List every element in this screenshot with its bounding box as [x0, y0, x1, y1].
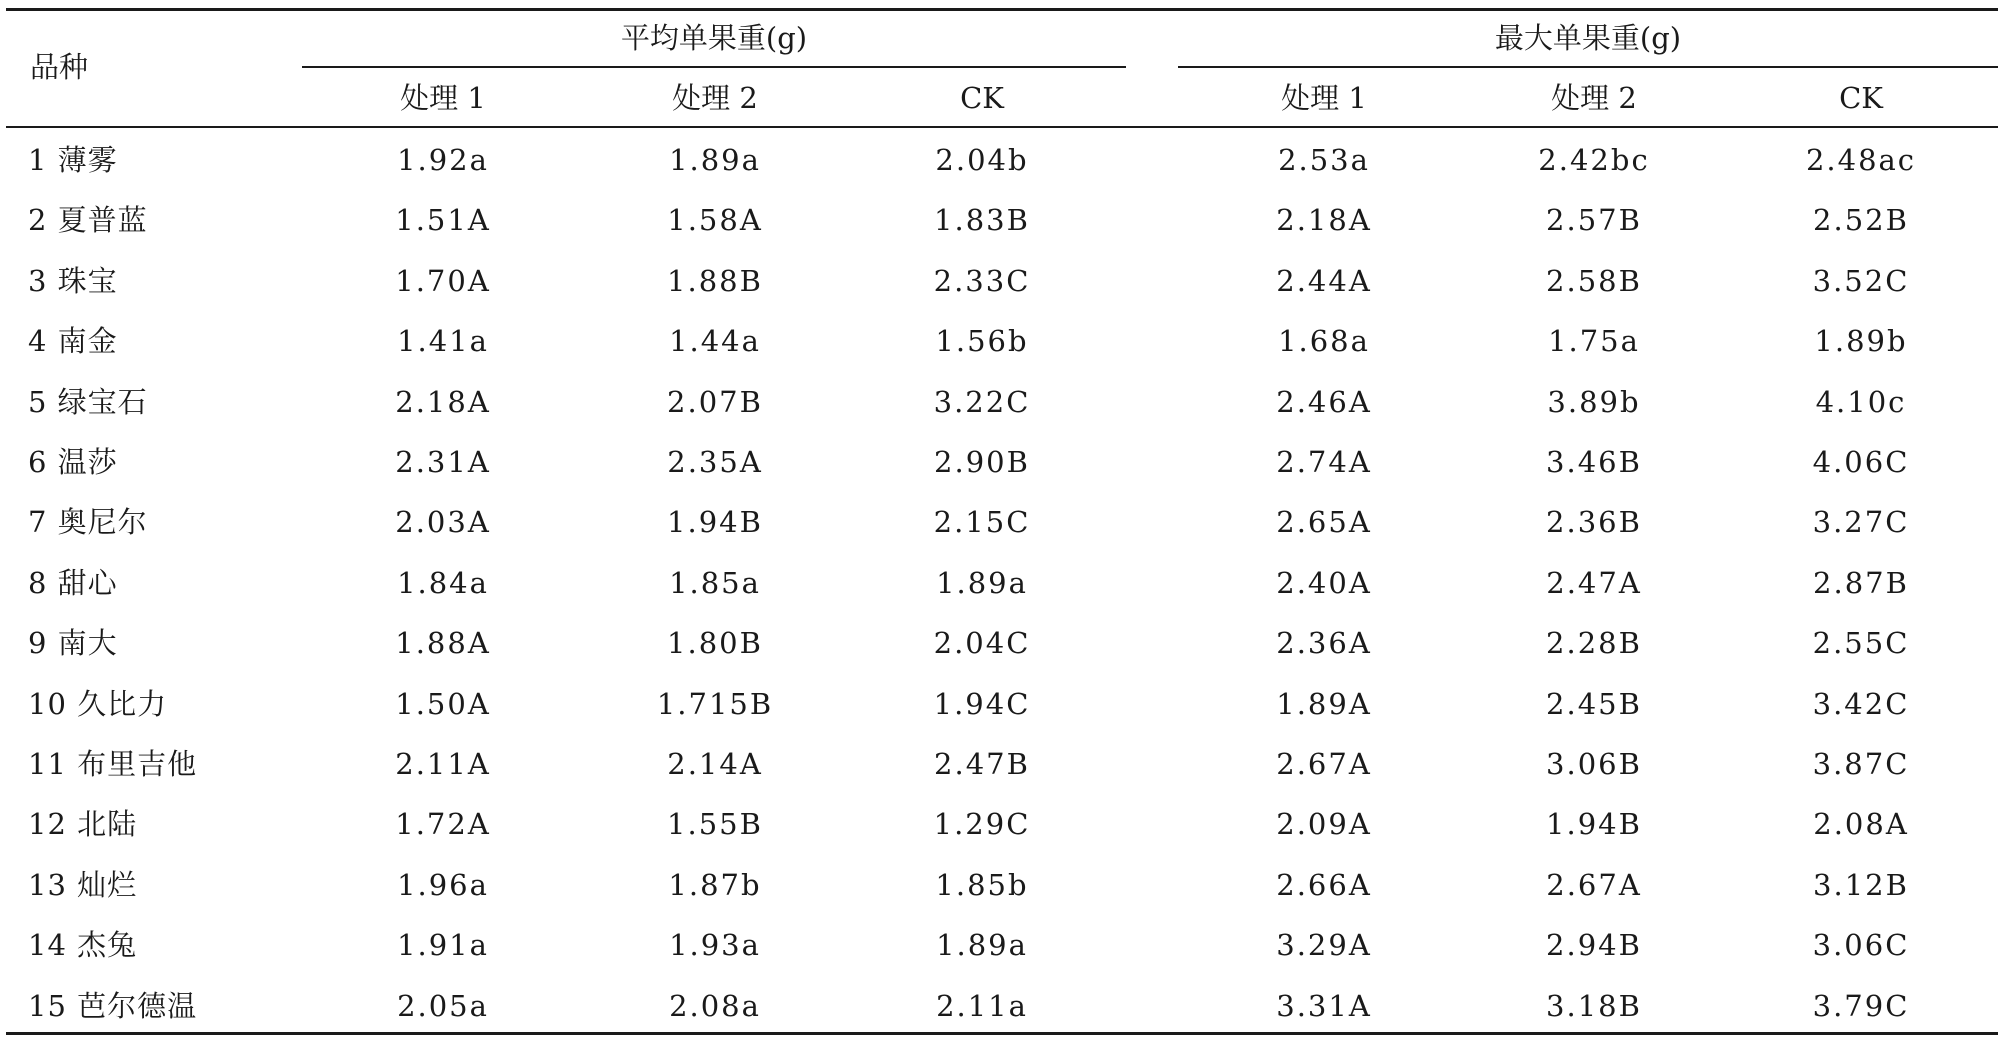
variety-name: 2 夏普蓝	[28, 203, 148, 238]
table-cell: 2.46A	[1276, 384, 1372, 419]
table-cell: 2.18A	[395, 384, 491, 419]
table-cell: 1.94B	[1546, 807, 1642, 842]
table-cell: 1.41a	[397, 324, 489, 359]
table-cell: 2.35A	[667, 445, 763, 479]
table-cell: 2.94B	[1546, 928, 1642, 963]
table-cell: 1.96a	[397, 867, 489, 902]
variety-name: 7 奥尼尔	[28, 505, 148, 540]
table-cell: 1.84a	[397, 565, 489, 600]
subheader-avg-treatment-2: 处理 2	[672, 81, 758, 115]
table-cell: 3.79C	[1812, 988, 1910, 1023]
table-row	[6, 251, 1998, 311]
table-cell: 3.89b	[1547, 384, 1641, 419]
table-cell: 3.29A	[1276, 928, 1372, 963]
table-top-rule	[6, 8, 1998, 11]
table-cell: 2.47B	[934, 747, 1030, 781]
table-cell: 2.05a	[397, 988, 489, 1023]
table-row	[6, 432, 1998, 492]
table-cell: 1.70A	[395, 263, 491, 298]
table-cell: 2.48ac	[1805, 143, 1917, 177]
variety-name: 1 薄雾	[28, 143, 118, 177]
table-cell: 1.88B	[667, 263, 763, 298]
table-cell: 2.42bc	[1538, 143, 1650, 177]
table-cell: 3.22C	[933, 384, 1031, 419]
table-cell: 2.04C	[933, 626, 1031, 661]
table-cell: 2.53a	[1278, 143, 1370, 177]
table-cell: 3.27C	[1812, 505, 1910, 540]
table-cell: 1.92a	[397, 143, 489, 177]
subheader-avg-treatment-1: 处理 1	[400, 81, 486, 115]
variety-name: 5 绿宝石	[28, 384, 148, 419]
table-row	[6, 553, 1998, 613]
table-cell: 1.68a	[1278, 324, 1370, 359]
variety-name: 15 芭尔德温	[28, 988, 198, 1023]
table-cell: 3.31A	[1276, 988, 1372, 1023]
table-cell: 1.85b	[935, 867, 1029, 902]
variety-name: 4 南金	[28, 324, 118, 359]
subheader-max-treatment-1: 处理 1	[1281, 81, 1367, 115]
table-cell: 2.44A	[1276, 263, 1372, 298]
table-cell: 2.31A	[395, 445, 491, 479]
table-cell: 1.83B	[934, 203, 1030, 238]
table-cell: 1.94C	[933, 686, 1031, 721]
table-row	[6, 794, 1998, 854]
table-cell: 2.90B	[934, 445, 1030, 479]
table-cell: 3.18B	[1546, 988, 1642, 1023]
variety-name: 12 北陆	[28, 807, 138, 842]
table-cell: 1.89a	[669, 143, 761, 177]
table-cell: 2.07B	[667, 384, 763, 419]
table-cell: 1.44a	[669, 324, 761, 359]
table-cell: 1.56b	[935, 324, 1029, 359]
table-cell: 1.55B	[667, 807, 763, 842]
table-row	[6, 915, 1998, 975]
table-cell: 3.46B	[1546, 445, 1642, 479]
table-cell: 2.67A	[1546, 867, 1642, 902]
table-cell: 2.14A	[667, 747, 763, 781]
group-avg-rule	[302, 66, 1126, 68]
table-cell: 2.04b	[935, 143, 1029, 177]
table-cell: 2.66A	[1276, 867, 1372, 902]
subheader-max-treatment-2: 处理 2	[1551, 81, 1637, 115]
table-cell: 2.57B	[1546, 203, 1642, 238]
variety-name: 9 南大	[28, 626, 118, 661]
table-cell: 1.50A	[395, 686, 491, 721]
table-row	[6, 190, 1998, 250]
table-cell: 2.65A	[1276, 505, 1372, 540]
table-row	[6, 674, 1998, 734]
table-cell: 2.40A	[1276, 565, 1372, 600]
header-bottom-rule	[6, 126, 1998, 128]
table-row	[6, 976, 1998, 1036]
variety-name: 6 温莎	[28, 445, 118, 479]
table-cell: 1.72A	[395, 807, 491, 842]
table-cell: 2.08a	[669, 988, 761, 1023]
table-cell: 3.87C	[1812, 747, 1910, 781]
table-cell: 1.89a	[936, 565, 1028, 600]
table-cell: 2.33C	[933, 263, 1031, 298]
table-cell: 2.11A	[395, 747, 491, 781]
variety-name: 13 灿烂	[28, 867, 138, 902]
table-cell: 2.09A	[1276, 807, 1372, 842]
table-cell: 2.52B	[1813, 203, 1909, 238]
table-cell: 2.55C	[1812, 626, 1910, 661]
table-cell: 2.58B	[1546, 263, 1642, 298]
table-cell: 3.42C	[1812, 686, 1910, 721]
table-cell: 4.06C	[1812, 445, 1910, 479]
table-cell: 2.28B	[1546, 626, 1642, 661]
header-avg-weight: 平均单果重(g)	[620, 21, 808, 55]
table-cell: 2.11a	[936, 988, 1028, 1023]
table-cell: 2.18A	[1276, 203, 1372, 238]
table-cell: 3.06B	[1546, 747, 1642, 781]
table-cell: 1.89a	[936, 928, 1028, 963]
table-cell: 1.94B	[667, 505, 763, 540]
header-variety: 品种	[30, 50, 89, 84]
table-cell: 4.10c	[1815, 384, 1907, 419]
table-cell: 2.36A	[1276, 626, 1372, 661]
table-cell: 1.89A	[1276, 686, 1372, 721]
table-cell: 1.89b	[1814, 324, 1908, 359]
header-max-weight: 最大单果重(g)	[1494, 21, 1682, 55]
table-row	[6, 492, 1998, 552]
table-cell: 1.93a	[669, 928, 761, 963]
table-cell: 2.74A	[1276, 445, 1372, 479]
table-row	[6, 855, 1998, 915]
table-cell: 1.91a	[397, 928, 489, 963]
subheader-max-ck: CK	[1839, 81, 1883, 115]
table-cell: 3.12B	[1813, 867, 1909, 902]
table-cell: 1.87b	[668, 867, 762, 902]
table-cell: 2.87B	[1813, 565, 1909, 600]
variety-name: 10 久比力	[28, 686, 168, 721]
table-cell: 2.15C	[933, 505, 1031, 540]
table-row	[6, 372, 1998, 432]
table-cell: 1.75a	[1548, 324, 1640, 359]
table-cell: 1.29C	[933, 807, 1031, 842]
table-cell: 2.45B	[1546, 686, 1642, 721]
table-row	[6, 613, 1998, 673]
table-row	[6, 130, 1998, 190]
variety-name: 3 珠宝	[28, 263, 118, 298]
group-max-rule	[1178, 66, 1998, 68]
table-bottom-rule	[6, 1032, 1998, 1035]
table-cell: 1.715B	[656, 686, 774, 721]
table-cell: 1.80B	[667, 626, 763, 661]
table-cell: 2.36B	[1546, 505, 1642, 540]
table-cell: 1.58A	[667, 203, 763, 238]
variety-name: 8 甜心	[28, 565, 118, 600]
table-cell: 3.06C	[1812, 928, 1910, 963]
table-cell: 1.85a	[669, 565, 761, 600]
table-row	[6, 734, 1998, 794]
table-cell: 1.88A	[395, 626, 491, 661]
variety-name: 11 布里吉他	[28, 747, 198, 781]
table-cell: 2.08A	[1813, 807, 1909, 842]
table-cell: 2.03A	[395, 505, 491, 540]
table-cell: 1.51A	[395, 203, 491, 238]
table-row	[6, 311, 1998, 371]
variety-name: 14 杰兔	[28, 928, 138, 963]
table-cell: 2.67A	[1276, 747, 1372, 781]
subheader-avg-ck: CK	[960, 81, 1004, 115]
table-cell: 3.52C	[1812, 263, 1910, 298]
table-cell: 2.47A	[1546, 565, 1642, 600]
